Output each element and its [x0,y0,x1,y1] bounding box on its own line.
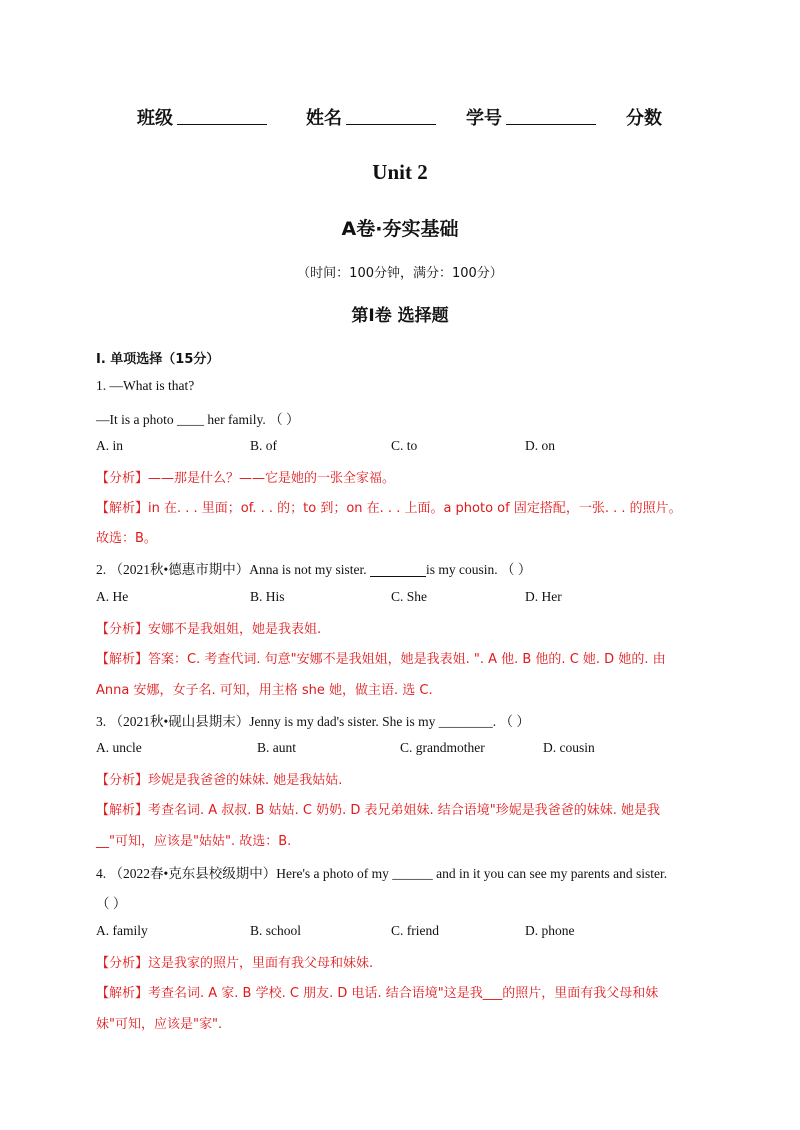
q3-explanation-1: 【解析】考查名词. A 叔叔. B 姑姑. C 奶奶. D 表兄弟姐妹. 结合语境"珍妮是我爸爸的妹妹. 她是我 [96,803,660,818]
student-id-blank [506,108,596,125]
q4-option-a: A. family [96,923,148,938]
score-label: 分数 [626,108,662,129]
q1-line1: 1. —What is that? [96,378,195,393]
q4-line2: （ ） [96,896,127,911]
q4-option-d: D. phone [525,923,575,938]
q1-option-b: B. of [250,438,277,453]
q4-analysis: 【分析】这是我家的照片，里面有我父母和妹妹. [96,956,374,971]
q1-option-c: C. to [391,438,418,453]
q2-option-b: B. His [250,589,285,604]
q3-explanation-2: __"可知，应该是"姑姑". 故选：B. [96,834,292,849]
q4-options [96,923,704,941]
q3-analysis: 【分析】珍妮是我爸爸的妹妹. 她是我姑姑. [96,773,343,788]
q4-line1: 4. （2022春•克东县校级期中）Here's a photo of my ______ and in it you can see my parents and sister. [96,866,668,881]
q2-explanation-2: Anna 安娜，女子名. 可知，用主格 she 她，做主语. 选 C. [96,683,433,698]
q4-option-b: B. school [250,923,302,938]
q3-option-b: B. aunt [257,740,296,755]
q1-option-d: D. on [525,438,555,453]
name-blank [346,108,436,125]
q2-option-d: D. Her [525,589,562,604]
q3-option-c: C. grandmother [400,740,485,755]
q1-line2: —It is a photo ____ her family. （ ） [96,412,300,427]
q1-options [96,438,704,456]
name-label: 姓名 [306,108,342,129]
q2-blank [370,560,426,577]
paper-subtitle: A卷·夯实基础 [341,218,459,240]
q4-explanation-1: 【解析】考查名词. A 家. B 学校. C 朋友. D 电话. 结合语境"这是我___的照片，里面有我父母和妹 [96,986,659,1001]
class-blank [177,108,267,125]
q3-option-a: A. uncle [96,740,142,755]
q3-options [96,740,704,758]
info-header [0,104,800,130]
q2-option-a: A. He [96,589,129,604]
q4-explanation-2: 妹"可知，应该是"家". [96,1017,223,1032]
q2-analysis: 【分析】安娜不是我姐姐，她是我表姐. [96,622,322,637]
q2-explanation-1: 【解析】答案：C. 考查代词. 句意"安娜不是我姐姐，她是我表姐. ". A 他. B 他的. C 她. D 她的. 由 [96,652,666,667]
q1-analysis: 【分析】——那是什么？——它是她的一张全家福。 [96,471,396,486]
q3-option-d: D. cousin [543,740,595,755]
q2-prefix: 2. （2021秋•德惠市期中）Anna is not my sister. [96,562,370,577]
q2-line1 [96,558,704,578]
q3-line1: 3. （2021秋•砚山县期末）Jenny is my dad's sister. She is my ________. （ ） [96,714,530,729]
q1-explanation-2: 故选：B。 [96,531,157,546]
unit-title: Unit 2 [372,160,428,184]
class-label: 班级 [137,108,173,129]
q1-option-a: A. in [96,438,123,453]
q2-options [96,589,704,607]
q2-suffix: is my cousin. （ ） [425,562,532,577]
section-title: I. 单项选择（15分） [96,352,220,367]
q4-option-c: C. friend [391,923,439,938]
time-note: （时间：100分钟，满分：100分） [297,266,503,281]
q1-explanation-1: 【解析】in 在. . . 里面；of. . . 的；to 到；on 在. . . 上面。a photo of 固定搭配，一张. . . 的照片。 [96,501,682,516]
q2-option-c: C. She [391,589,428,604]
student-id-label: 学号 [466,108,502,129]
part-title: 第Ⅰ卷 选择题 [351,306,449,326]
